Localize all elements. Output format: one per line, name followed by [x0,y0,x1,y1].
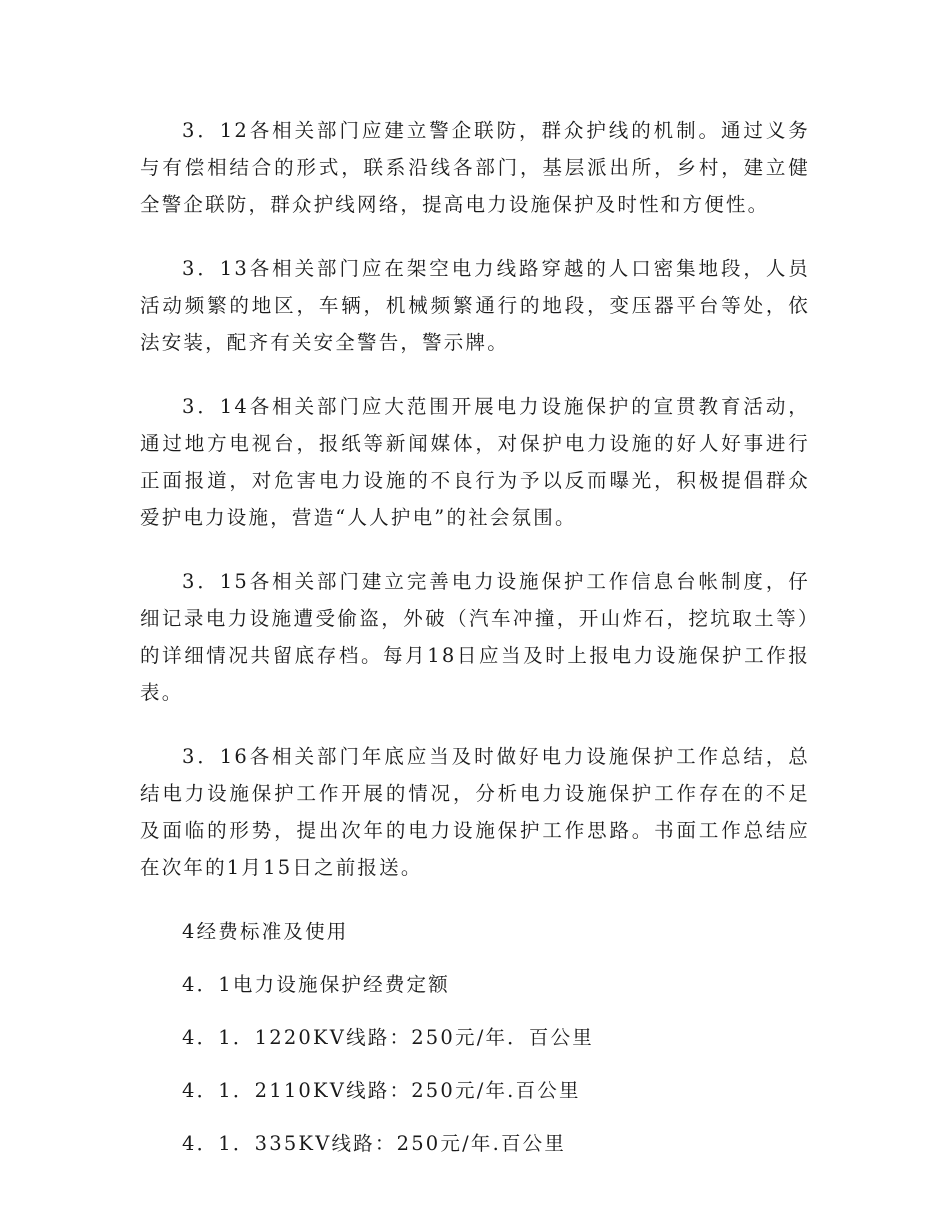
paragraph-3-13: 3．13各相关部门应在架空电力线路穿越的人口密集地段，人员活动频繁的地区，车辆，机械频繁通行的地段，变压器平台等处，依法安装，配齐有关安全警告，警示牌。 [140,257,810,354]
section-subheading: 4．1电力设施保护经费定额 [182,973,450,996]
section-heading: 4经费标准及使用 [182,920,349,943]
paragraph-3-16: 3．16各相关部门年底应当及时做好电力设施保护工作总结，总结电力设施保护工作开展的情况，分析电力设施保护工作存在的不足及面临的形势，提出次年的电力设施保护工作思路。书面工作总结应在次年的1月15日之前报送。 [140,745,810,879]
list-item-4-1-2: 4．1．2110KV线路：250元/年.百公里 [182,1079,581,1102]
paragraph-3-14: 3．14各相关部门应大范围开展电力设施保护的宣贯教育活动，通过地方电视台，报纸等新闻媒体，对保护电力设施的好人好事进行正面报道，对危害电力设施的不良行为予以反而曝光，积极提倡群众爱护电力设施，营造“人人护电”的社会氛围。 [140,395,810,529]
list-item-4-1-3: 4．1．335KV线路：250元/年.百公里 [182,1132,567,1155]
list-item-4-1-1: 4．1．1220KV线路：250元/年．百公里 [182,1026,594,1049]
paragraph-3-15: 3．15各相关部门建立完善电力设施保护工作信息台帐制度，仔细记录电力设施遭受偷盗，外破（汽车冲撞，开山炸石，挖坑取土等）的详细情况共留底存档。每月18日应当及时上报电力设施保护工作报表。 [140,570,810,704]
paragraph-3-12: 3．12各相关部门应建立警企联防，群众护线的机制。通过义务与有偿相结合的形式，联系沿线各部门，基层派出所，乡村，建立健全警企联防，群众护线网络，提高电力设施保护及时性和方便性。 [140,119,810,216]
